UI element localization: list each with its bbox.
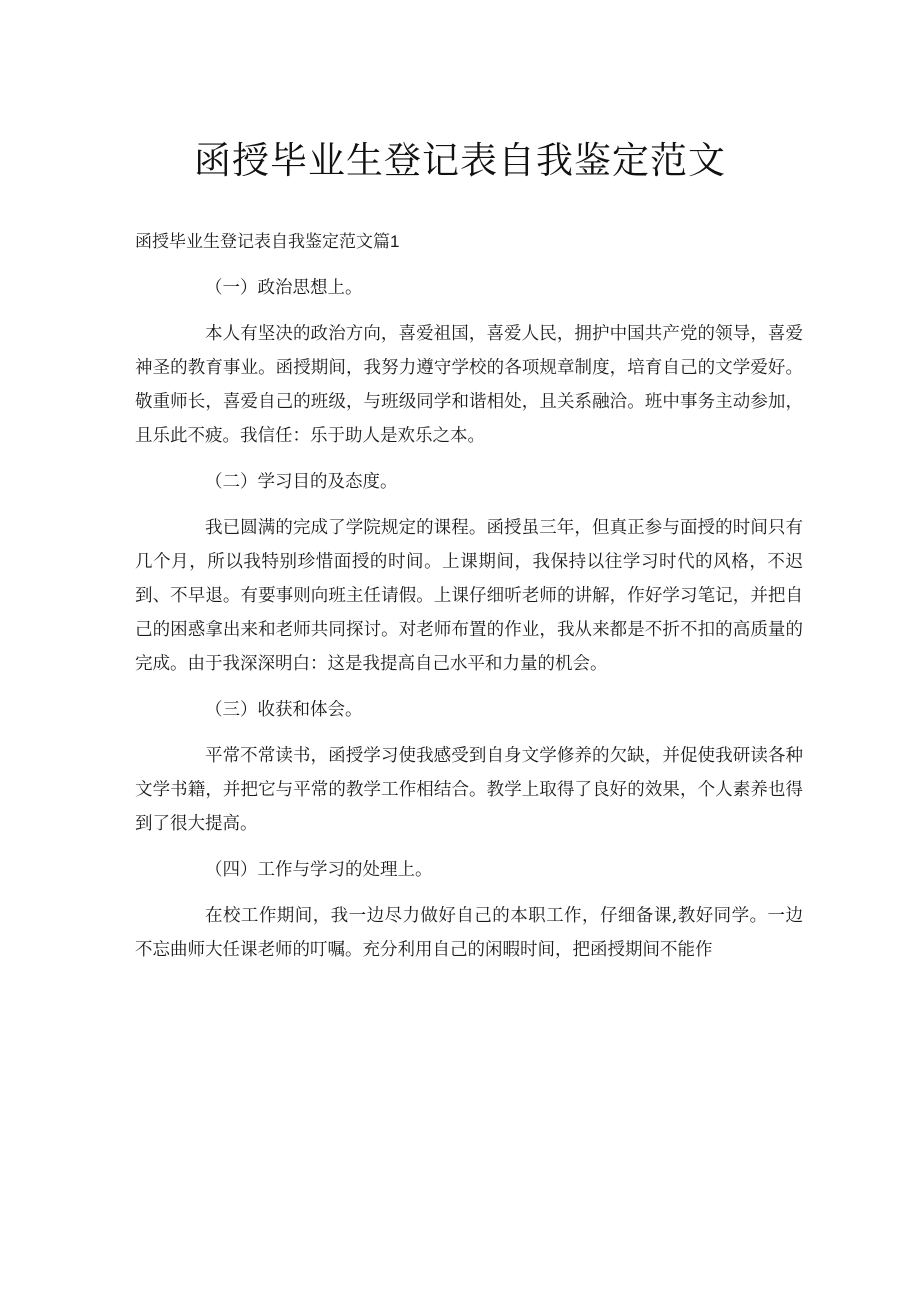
document-subtitle: 函授毕业生登记表自我鉴定范文篇1 bbox=[135, 232, 400, 251]
section-body-work-study: 在校工作期间，我一边尽力做好自己的本职工作，仔细备课,教好同学。一边不忘曲师大任课老师的叮嘱。充分利用自己的闲暇时间，把函授期间不能作 bbox=[135, 906, 803, 960]
section-heading-politics: （一）政治思想上。 bbox=[205, 278, 363, 298]
section-body-politics: 本人有坚决的政治方向，喜爱祖国，喜爱人民，拥护中国共产党的领导，喜爱神圣的教育事业。函授期间，我努力遵守学校的各项规章制度，培育自己的文学爱好。敬重师长，喜爱自己的班级，与班级同学和谐相处，且关系融洽。班中事务主动参加，且乐此不疲。我信任：乐于助人是欢乐之本。 bbox=[135, 324, 803, 446]
section-heading-gains: （三）收获和体会。 bbox=[205, 700, 363, 720]
section-heading-work-study: （四）工作与学习的处理上。 bbox=[205, 860, 433, 880]
document-title: 函授毕业生登记表自我鉴定范文 bbox=[194, 139, 726, 182]
section-body-gains: 平常不常读书，函授学习使我感受到自身文学修养的欠缺，并促使我研读各种文学书籍，并把它与平常的教学工作相结合。教学上取得了良好的效果，个人素养也得到了很大提高。 bbox=[135, 746, 803, 834]
section-heading-study-attitude: （二）学习目的及态度。 bbox=[205, 472, 398, 492]
document-content bbox=[135, 225, 803, 979]
section-body-study-attitude: 我已圆满的完成了学院规定的课程。函授虽三年，但真正参与面授的时间只有几个月，所以我特别珍惜面授的时间。上课期间，我保持以往学习时代的风格，不迟到、不早退。有要事则向班主任请假。上课仔细听老师的讲解，作好学习笔记，并把自己的困惑拿出来和老师共同探讨。对老师布置的作业，我从来都是不折不扣的高质量的完成。由于我深深明白：这是我提高自己水平和力量的机会。 bbox=[135, 518, 803, 674]
